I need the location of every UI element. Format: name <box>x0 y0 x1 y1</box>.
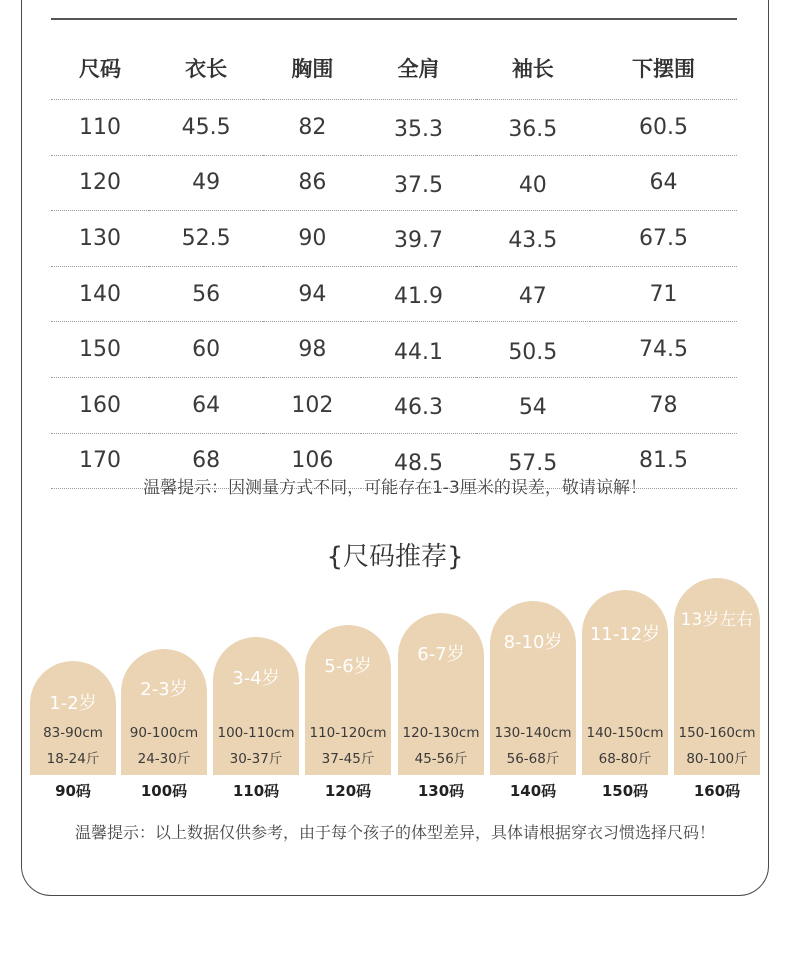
table-row <box>51 266 737 322</box>
recommend-card <box>121 649 207 775</box>
header-sleeve: 袖长 <box>476 36 590 100</box>
cell-chest: 90 <box>263 211 361 267</box>
table-row <box>51 155 737 211</box>
cell-hem: 71 <box>590 266 737 322</box>
header-hem: 下摆围 <box>590 36 737 100</box>
recommend-card <box>213 637 299 775</box>
weight-range: 24-30斤 <box>137 751 191 767</box>
height-range: 83-90cm <box>43 725 103 741</box>
recommend-title: {尺码推荐} <box>326 542 464 572</box>
cell-size: 150 <box>51 322 149 378</box>
recommend-card <box>582 590 668 775</box>
height-range: 110-120cm <box>309 725 387 741</box>
height-range: 130-140cm <box>494 725 572 741</box>
cell-chest: 94 <box>263 266 361 322</box>
cell-sleeve: 50.5 <box>476 322 590 378</box>
cell-length: 60 <box>149 322 263 378</box>
weight-range: 80-100斤 <box>686 751 748 767</box>
cell-sleeve: 43.5 <box>476 211 590 267</box>
header-length: 衣长 <box>149 36 263 100</box>
cell-length: 52.5 <box>149 211 263 267</box>
size-code: 90码 <box>55 782 91 800</box>
size-code: 110码 <box>232 782 280 800</box>
cell-sleeve: 57.5 <box>476 433 590 489</box>
table-row <box>51 322 737 378</box>
weight-range: 56-68斤 <box>506 751 560 767</box>
reference-tip: 温馨提示：以上数据仅供参考，由于每个孩子的体型差异，具体请根据穿衣习惯选择尺码！ <box>74 823 715 842</box>
cell-length: 49 <box>149 155 263 211</box>
age-label: 2-3岁 <box>140 679 188 700</box>
age-label: 13岁左右 <box>680 610 754 630</box>
age-label: 3-4岁 <box>232 668 280 689</box>
cell-chest: 86 <box>263 155 361 211</box>
cell-shoulder: 35.3 <box>361 100 475 156</box>
cell-shoulder: 46.3 <box>361 377 475 433</box>
cell-hem: 74.5 <box>590 322 737 378</box>
size-code: 160码 <box>693 782 741 800</box>
size-code: 100码 <box>140 782 188 800</box>
height-range: 140-150cm <box>586 725 664 741</box>
cell-hem: 64 <box>590 155 737 211</box>
size-code: 140码 <box>509 782 557 800</box>
table-row <box>51 100 737 156</box>
weight-range: 68-80斤 <box>598 751 652 767</box>
weight-range: 30-37斤 <box>229 751 283 767</box>
table-header-row <box>51 36 737 100</box>
cell-chest: 98 <box>263 322 361 378</box>
recommend-card <box>30 661 116 775</box>
cell-size: 140 <box>51 266 149 322</box>
cell-shoulder: 39.7 <box>361 211 475 267</box>
cell-chest: 102 <box>263 377 361 433</box>
cell-chest: 82 <box>263 100 361 156</box>
header-chest: 胸围 <box>263 36 361 100</box>
cell-size: 110 <box>51 100 149 156</box>
size-code: 150码 <box>601 782 649 800</box>
height-range: 100-110cm <box>217 725 295 741</box>
table-row <box>51 377 737 433</box>
cell-hem: 67.5 <box>590 211 737 267</box>
height-range: 120-130cm <box>402 725 480 741</box>
cell-shoulder: 44.1 <box>361 322 475 378</box>
size-code: 130码 <box>417 782 465 800</box>
age-label: 1-2岁 <box>49 693 97 714</box>
weight-range: 45-56斤 <box>414 751 468 767</box>
age-label: 8-10岁 <box>503 632 563 653</box>
cell-size: 160 <box>51 377 149 433</box>
cell-length: 56 <box>149 266 263 322</box>
top-divider <box>51 18 737 20</box>
header-shoulder: 全肩 <box>361 36 475 100</box>
cell-chest: 106 <box>263 433 361 489</box>
cell-hem: 60.5 <box>590 100 737 156</box>
cell-sleeve: 47 <box>476 266 590 322</box>
cell-size: 170 <box>51 433 149 489</box>
cell-length: 64 <box>149 377 263 433</box>
cell-shoulder: 41.9 <box>361 266 475 322</box>
size-code: 120码 <box>324 782 372 800</box>
age-label: 5-6岁 <box>324 656 372 677</box>
cell-hem: 78 <box>590 377 737 433</box>
cell-shoulder: 37.5 <box>361 155 475 211</box>
cell-sleeve: 54 <box>476 377 590 433</box>
cell-hem: 81.5 <box>590 433 737 489</box>
cell-size: 130 <box>51 211 149 267</box>
header-size: 尺码 <box>51 36 149 100</box>
cell-size: 120 <box>51 155 149 211</box>
recommend-card <box>398 613 484 775</box>
height-range: 150-160cm <box>678 725 756 741</box>
height-range: 90-100cm <box>129 725 199 741</box>
cell-sleeve: 36.5 <box>476 100 590 156</box>
cell-length: 45.5 <box>149 100 263 156</box>
recommend-card <box>674 578 760 775</box>
weight-range: 37-45斤 <box>321 751 375 767</box>
cell-shoulder: 48.5 <box>361 433 475 489</box>
cell-sleeve: 40 <box>476 155 590 211</box>
cell-length: 68 <box>149 433 263 489</box>
age-label: 11-12岁 <box>589 624 661 645</box>
recommend-card <box>305 625 391 775</box>
size-chart-table <box>51 36 737 489</box>
recommend-card <box>490 601 576 775</box>
age-label: 6-7岁 <box>417 644 465 665</box>
table-row <box>51 211 737 267</box>
measurement-tip: 温馨提示：因测量方式不同，可能存在1-3厘米的误差，敬请谅解！ <box>143 478 647 498</box>
weight-range: 18-24斤 <box>46 751 100 767</box>
